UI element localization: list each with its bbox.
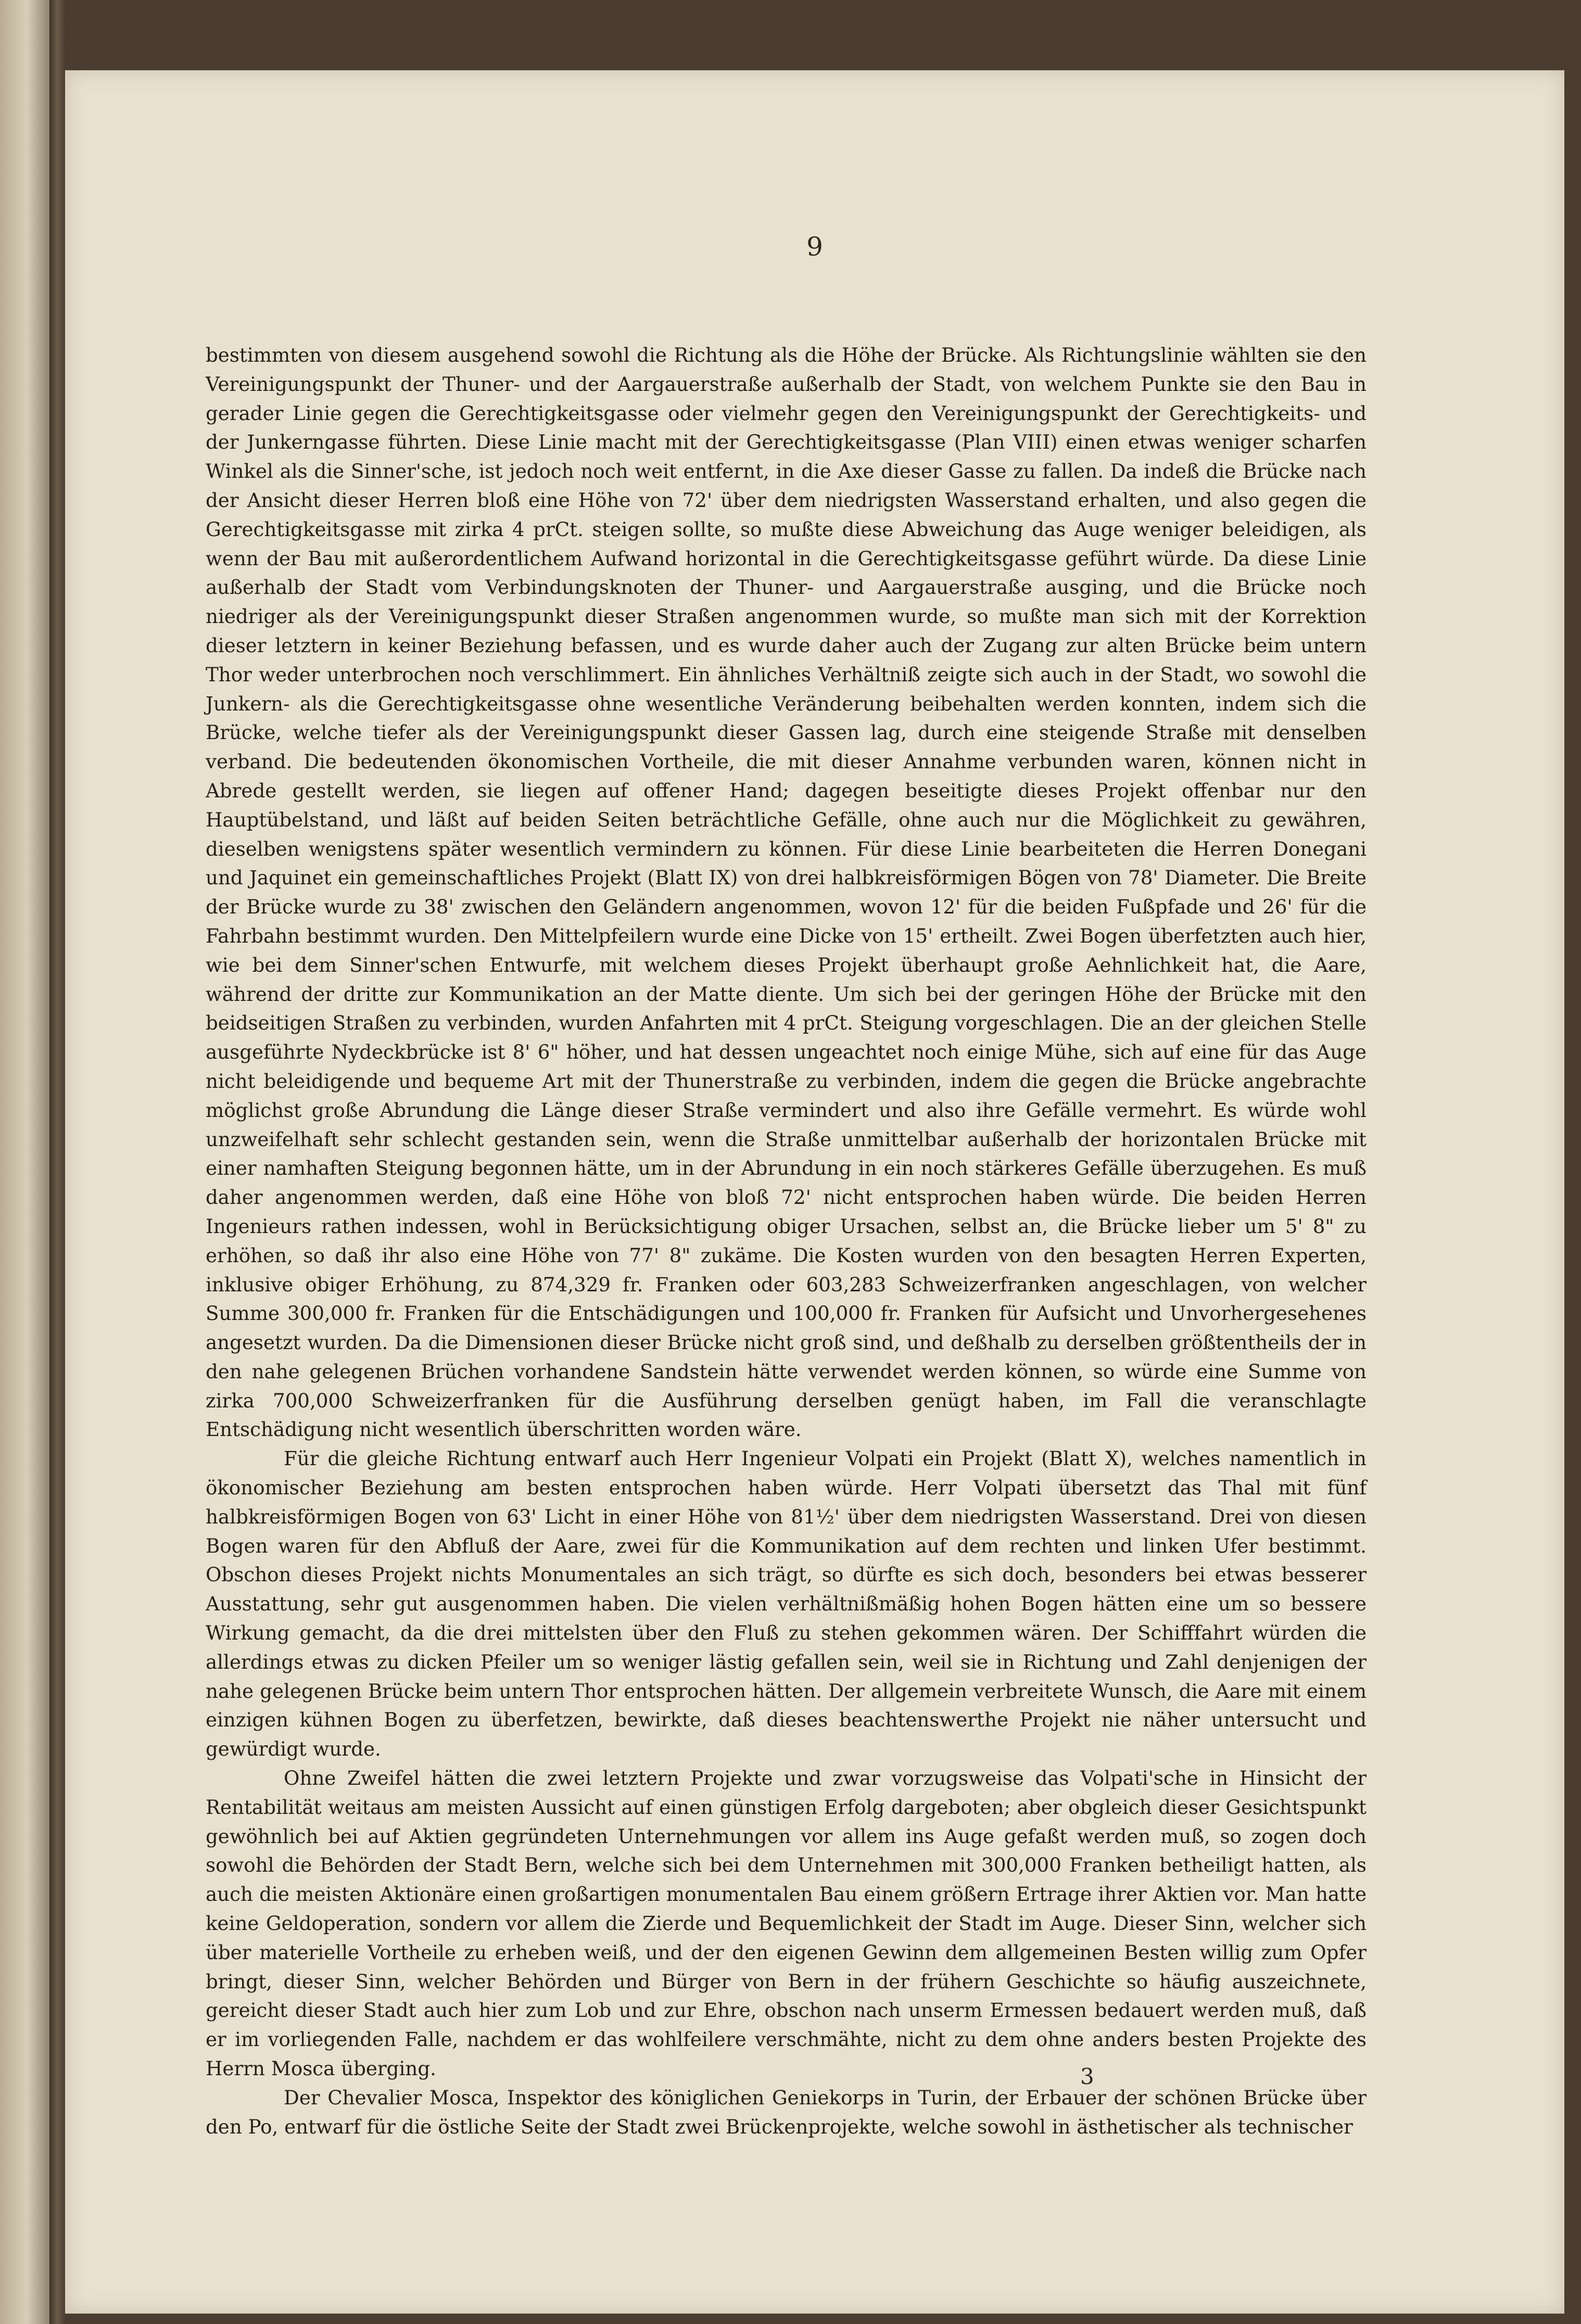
- page-number: 9: [806, 232, 823, 262]
- paragraph-4: Der Chevalier Mosca, Inspektor des königlichen Geniekorps in Turin, der Erbauer der schönen Brücke über den Po, entwarf für die östliche Seite der Stadt zwei Brückenprojekte, welche sowohl in ästhetischer als technischer: [206, 2086, 1367, 2138]
- book-page: [65, 70, 1564, 2314]
- signature-mark: 3: [1080, 2064, 1094, 2089]
- paragraph-2: Für die gleiche Richtung entwarf auch Herr Ingenieur Volpati ein Projekt (Blatt X), welches namentlich in ökonomischer Beziehung am besten entsprochen haben würde. Herr Volpati übersetzt das Thal mit fünf halbkreisförmigen Bogen von 63' Licht in einer Höhe von 81½' über dem niedrigsten Wasserstand. Drei von diesen Bogen waren für den Abfluß der Aare, zwei für die Kommunikation auf dem rechten und linken Ufer bestimmt. Obschon dieses Projekt nichts Monumentales an sich trägt, so dürfte es sich doch, besonders bei etwas besserer Ausstattung, sehr gut ausgenommen haben. Die vielen verhältnißmäßig hohen Bogen hätten eine um so bessere Wirkung gemacht, da die drei mittelsten über den Fluß zu stehen gekommen wären. Der Schifffahrt würden die allerdings etwas zu dicken Pfeiler um so weniger lästig gefallen sein, weil sie in Richtung und Zahl denjenigen der nahe gelegenen Brücke beim untern Thor entsprochen hätten. Der allgemein verbreitete Wunsch, die Aare mit einem einzigen kühnen Bogen zu überfetzen, bewirkte, daß dieses beachtenswerthe Projekt nie näher untersucht und gewürdigt wurde.: [206, 1447, 1367, 1761]
- paragraph-3: Ohne Zweifel hätten die zwei letztern Projekte und zwar vorzugsweise das Volpati'sche in Hinsicht der Rentabilität weitaus am meisten Aussicht auf einen günstigen Erfolg dargeboten; aber obgleich dieser Gesichtspunkt gewöhnlich bei auf Aktien gegründeten Unternehmungen vor allem ins Auge gefaßt werden muß, so zogen doch sowohl die Behörden der Stadt Bern, welche sich bei dem Unternehmen mit 300,000 Franken betheiligt hatten, als auch die meisten Aktionäre einen großartigen monumentalen Bau einem größern Ertrage ihrer Aktien vor. Man hatte keine Geldoperation, sondern vor allem die Zierde und Bequemlichkeit der Stadt im Auge. Dieser Sinn, welcher sich über materielle Vortheile zu erheben weiß, und der den eigenen Gewinn dem allgemeinen Besten willig zum Opfer bringt, dieser Sinn, welcher Behörden und Bürger von Bern in der frühern Geschichte so häufig auszeichnete, gereicht dieser Stadt auch hier zum Lob und zur Ehre, obschon nach unserm Ermessen bedauert werden muß, daß er im vorliegenden Falle, nachdem er das wohlfeilere verschmähte, nicht zu dem ohne anders besten Projekte des Herrn Mosca überging.: [206, 1767, 1367, 2080]
- paragraph-1: bestimmten von diesem ausgehend sowohl die Richtung als die Höhe der Brücke. Als Richtungslinie wählten sie den Vereinigungspunkt der Thuner- und der Aargauerstraße außerhalb der Stadt, von welchem Punkte sie den Bau in gerader Linie gegen die Gerechtigkeitsgasse oder vielmehr gegen den Vereinigungspunkt der Gerechtigkeits- und der Junkerngasse führten. Diese Linie macht mit der Gerechtigkeitsgasse (Plan VIII) einen etwas weniger scharfen Winkel als die Sinner'sche, ist jedoch noch weit entfernt, in die Axe dieser Gasse zu fallen. Da indeß die Brücke nach der Ansicht dieser Herren bloß eine Höhe von 72' über dem niedrigsten Wasserstand erhalten, und also gegen die Gerechtigkeitsgasse mit zirka 4 prCt. steigen sollte, so mußte diese Abweichung das Auge weniger beleidigen, als wenn der Bau mit außerordentlichem Aufwand horizontal in die Gerechtigkeitsgasse geführt würde. Da diese Linie außerhalb der Stadt vom Verbindungsknoten der Thuner- und Aargauerstraße ausging, und die Brücke noch niedriger als der Vereinigungspunkt dieser Straßen angenommen wurde, so mußte man sich mit der Korrektion dieser letztern in keiner Beziehung befassen, und es wurde daher auch der Zugang zur alten Brücke beim untern Thor weder unterbrochen noch verschlimmert. Ein ähnliches Verhältniß zeigte sich auch in der Stadt, wo sowohl die Junkern- als die Gerechtigkeitsgasse ohne wesentliche Veränderung beibehalten werden konnten, indem sich die Brücke, welche tiefer als der Vereinigungspunkt dieser Gassen lag, durch eine steigende Straße mit denselben verband. Die bedeutenden ökonomischen Vortheile, die mit dieser Annahme verbunden waren, können nicht in Abrede gestellt werden, sie liegen auf offener Hand; dagegen beseitigte dieses Projekt offenbar nur den Hauptübelstand, und läßt auf beiden Seiten beträchtliche Gefälle, ohne auch nur die Möglichkeit zu gewähren, dieselben wenigstens später wesentlich vermindern zu können. Für diese Linie bearbeiteten die Herren Donegani und Jaquinet ein gemeinschaftliches Projekt (Blatt IX) von drei halbkreisförmigen Bögen von 78' Diameter. Die Breite der Brücke wurde zu 38' zwischen den Geländern angenommen, wovon 12' für die beiden Fußpfade und 26' für die Fahrbahn bestimmt wurden. Den Mittelpfeilern wurde eine Dicke von 15' ertheilt. Zwei Bogen überfetzten auch hier, wie bei dem Sinner'schen Entwurfe, mit welchem dieses Projekt überhaupt große Aehnlichkeit hat, die Aare, während der dritte zur Kommunikation an der Matte diente. Um sich bei der geringen Höhe der Brücke mit den beidseitigen Straßen zu verbinden, wurden Anfahrten mit 4 prCt. Steigung vorgeschlagen. Die an der gleichen Stelle ausgeführte Nydeckbrücke ist 8' 6" höher, und hat dessen ungeachtet noch einige Mühe, sich auf eine für das Auge nicht beleidigende und bequeme Art mit der Thunerstraße zu verbinden, indem die gegen die Brücke angebrachte möglichst große Abrundung die Länge dieser Straße vermindert und also ihre Gefälle vermehrt. Es würde wohl unzweifelhaft sehr schlecht gestanden sein, wenn die Straße unmittelbar außerhalb der horizontalen Brücke mit einer namhaften Steigung begonnen hätte, um in der Abrundung in ein noch stärkeres Gefälle überzugehen. Es muß daher angenommen werden, daß eine Höhe von bloß 72' nicht entsprochen haben würde. Die beiden Herren Ingenieurs rathen indessen, wohl in Berücksichtigung obiger Ursachen, selbst an, die Brücke lieber um 5' 8" zu erhöhen, so daß ihr also eine Höhe von 77' 8" zukäme. Die Kosten wurden von den besagten Herren Experten, inklusive obiger Erhöhung, zu 874,329 fr. Franken oder 603,283 Schweizerfranken angeschlagen, von welcher Summe 300,000 fr. Franken für die Entschädigungen und 100,000 fr. Franken für Aufsicht und Unvorhergesehenes angesetzt wurden. Da die Dimensionen dieser Brücke nicht groß sind, und deßhalb zu derselben größtentheils der in den nahe gelegenen Brüchen vorhandene Sandstein hätte verwendet werden können, so würde eine Summe von zirka 700,000 Schweizerfranken für die Ausführung derselben genügt haben, im Fall die veranschlagte Entschädigung nicht wesentlich überschritten worden wäre.: [206, 344, 1367, 1441]
- page-text: [206, 341, 1367, 2141]
- left-page-edge: [0, 0, 49, 2324]
- book-gutter: [49, 0, 65, 2324]
